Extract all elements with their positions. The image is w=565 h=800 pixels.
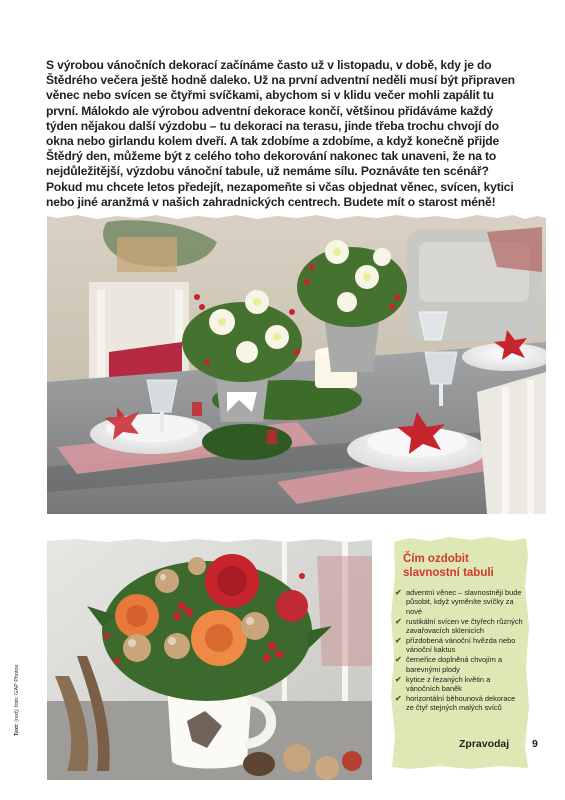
check-icon: ✔ [395, 616, 402, 626]
publication-name: Zpravodaj [459, 738, 510, 750]
page-number: 9 [532, 738, 538, 750]
bouquet-photo [47, 536, 372, 780]
list-item-text: přízdobená vánoční hvězda nebo vánoční kaktus [406, 636, 516, 655]
list-item [395, 588, 523, 616]
list-item-text: rustikální svícen ve čtyřech různých zavařovacích sklenicích [406, 616, 523, 636]
list-item-text: kytice z řezaných květin a vánočních baněk [406, 674, 491, 694]
check-icon: ✔ [395, 693, 402, 703]
list-item [395, 636, 523, 655]
list-item-text: horizontální běhounová dekorace ze čtyř stejných malých svíců [406, 693, 516, 713]
photo-credit [14, 665, 20, 736]
list-item [395, 675, 523, 694]
check-icon: ✔ [395, 588, 402, 597]
check-icon: ✔ [395, 655, 402, 665]
tip-box-title: Čím ozdobit slavnostní tabuli [403, 553, 494, 579]
list-item [395, 655, 523, 674]
check-icon: ✔ [395, 674, 402, 684]
list-item [395, 617, 523, 636]
table-setting-photo [47, 212, 546, 514]
intro-paragraph: S výrobou vánočních dekorací začínáme často už v listopadu, v době, kdy je do Štědrého večera ještě hodně daleko. Už na první adventní neděli musí být připraven věnec nebo svícen se čtyřmi svíčkami, abychom si v klidu večer mohli zapálit tu první. Málokdo ale výrobou adventní dekorace končí, většinou přidáváme každý týden nějakou další výzdobu – tu dekoraci na terasu, jinde třeba trochu chvojí do okna nebo girlandu kolem dveří. A tak zdobíme a zdobíme, a když konečně přijde Štědrý den, můžeme být z celého toho dekorování nakonec tak unaveni, že na to nejdůležitější, výzdobu vánoční tabule, už nemáme sílu. Poznáváte ten scénář? Pokud mu chcete letos předejít, nezapomeňte si včas objednat věnec, svícen, kytici nebo jiné aranžmá v našich zahradnických centrech. Budete mít o starost méně! [46, 58, 515, 209]
credit-label: Text: [14, 723, 20, 736]
tip-list [395, 588, 523, 713]
list-item-text: adventní věnec – slavnostněji bude působit, když vyměníte svíčky za nové [406, 588, 522, 616]
check-icon: ✔ [395, 636, 402, 646]
list-item-text: čemeřice doplněná chvojím a barevnými plody [406, 655, 503, 674]
credit-value: (red); foto: GAP Photos [14, 664, 20, 722]
list-item [395, 694, 523, 713]
